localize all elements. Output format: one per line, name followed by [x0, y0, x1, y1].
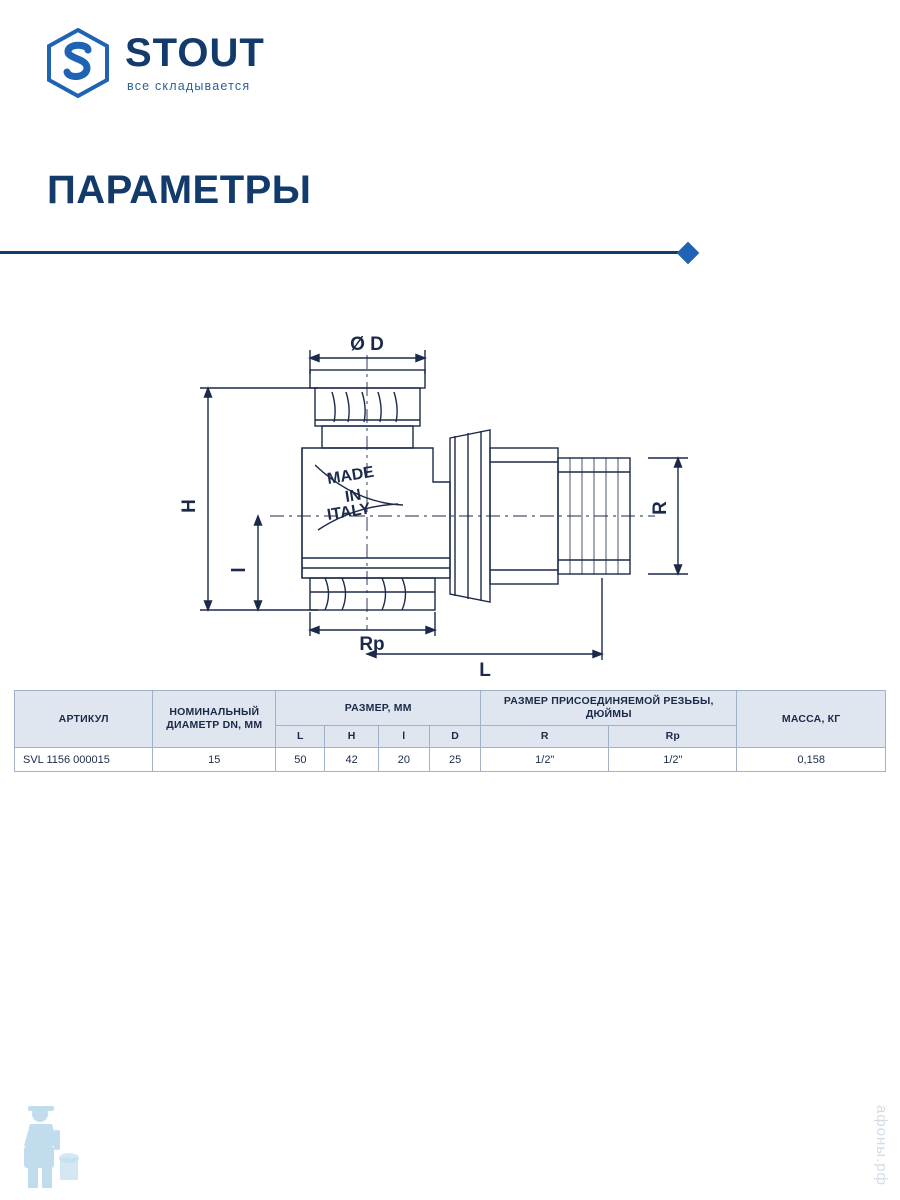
cell-l: 50 [276, 748, 325, 772]
header-thread-group: РАЗМЕР ПРИСОЕДИНЯЕМОЙ РЕЗЬБЫ, ДЮЙМЫ [481, 691, 737, 726]
header-dn: НОМИНАЛЬНЫЙ ДИАМЕТР DN, ММ [153, 691, 276, 748]
stout-hex-s-logo-icon [45, 28, 111, 98]
label-length-l: L [479, 660, 491, 680]
svg-text:IN: IN [343, 486, 363, 506]
header-size-group: РАЗМЕР, ММ [276, 691, 481, 726]
page-title: ПАРАМЕТРЫ [47, 168, 312, 212]
site-watermark-text: афоны.рф [873, 1105, 890, 1186]
header-sub-i: l [378, 726, 429, 748]
header-article: АРТИКУЛ [15, 691, 153, 748]
label-height-h: H [179, 499, 200, 513]
table-header-row-1 [15, 691, 886, 726]
cell-i: 20 [378, 748, 429, 772]
header-sub-d: D [429, 726, 480, 748]
cell-d: 25 [429, 748, 480, 772]
section-divider [0, 243, 900, 263]
brand-logo [45, 28, 265, 98]
brand-name: STOUT [125, 31, 265, 75]
label-small-l: l [229, 567, 250, 573]
svg-text:MADE: MADE [325, 463, 376, 488]
header-sub-r: R [481, 726, 609, 748]
label-rp: Rp [359, 634, 385, 655]
cell-article: SVL 1156 000015 [15, 748, 153, 772]
technical-drawing [150, 330, 770, 680]
cell-mass: 0,158 [737, 748, 886, 772]
label-diameter-d: Ø D [350, 334, 384, 355]
header-sub-l: L [276, 726, 325, 748]
body-engraving [326, 464, 376, 524]
header-sub-rp: Rp [609, 726, 737, 748]
label-thread-r: R [650, 501, 671, 515]
cell-dn: 15 [153, 748, 276, 772]
svg-text:ITALY: ITALY [325, 500, 372, 524]
header-sub-h: H [325, 726, 378, 748]
brand-tagline: все складывается [127, 79, 251, 93]
divider-diamond-icon [677, 242, 700, 265]
divider-line [0, 251, 690, 254]
cell-h: 42 [325, 748, 378, 772]
parameters-table-wrapper [14, 690, 886, 772]
table-row [15, 748, 886, 772]
cell-rp: 1/2" [609, 748, 737, 772]
plumber-figure-watermark-icon [14, 1100, 84, 1192]
parameters-table [14, 690, 886, 772]
header-mass: МАССА, КГ [737, 691, 886, 748]
cell-r: 1/2" [481, 748, 609, 772]
